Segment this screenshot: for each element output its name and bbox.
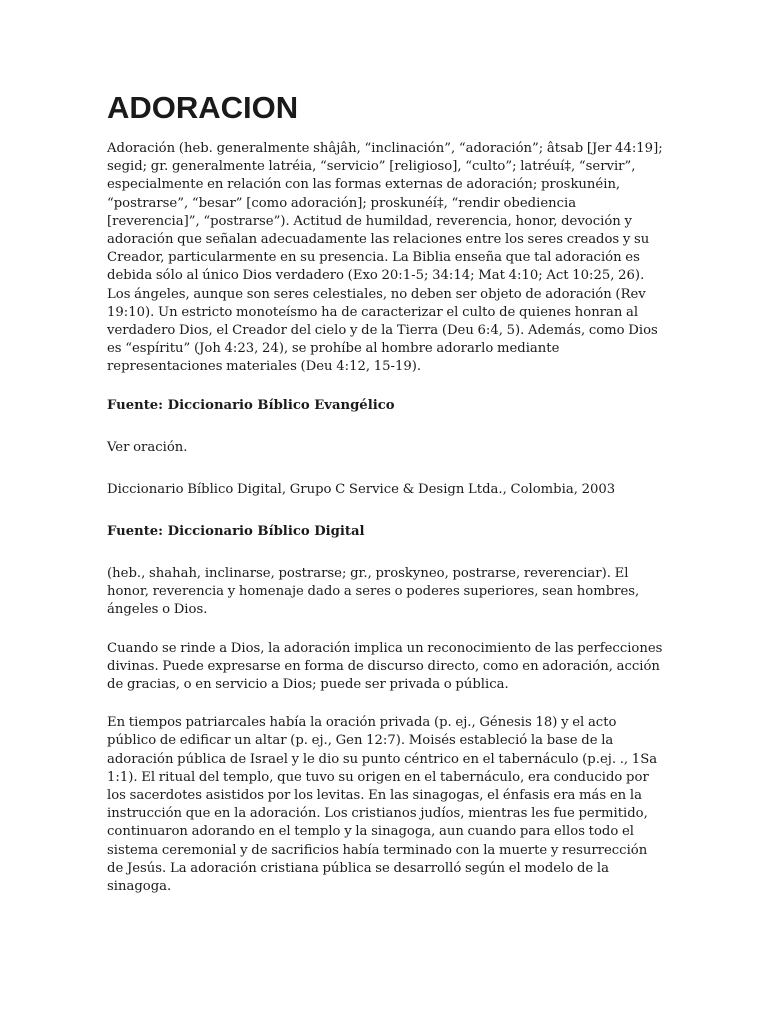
entry1-source: Fuente: Diccionario Bíblico Evangélico (107, 397, 395, 413)
entry3-paragraph-3: En tiempos patriarcales había la oración privada (p. ej., Génesis 18) y el acto público de edificar un altar (p. ej., Gen 12:7). Moisés estableció la base de la adoración pública de Israel y le dio su punto céntrico en el tabernáculo (p.ej. ., 1Sa 1:1). El ritual del templo, que tuvo su origen en el tabernáculo, era conducido por los sacerdotes asistidos por los levitas. En las sinagogas, el énfasis era más en la instrucción que en la adoración. Los cristianos judíos, mientras les fue permitido, continuaron adorando en el templo y la sinagoga, aun cuando para ellos todo el sistema ceremonial y de sacrificios había terminado con la muerte y resurrección de Jesús. La adoración cristiana pública se desarrolló según el modelo de la sinagoga. (107, 715, 658, 895)
entry3-paragraph-1: (heb., shahah, inclinarse, postrarse; gr., proskyneo, postrarse, reverenciar). El honor, reverencia y homenaje dado a seres o poderes superiores, sean hombres, ángeles o Dios. (107, 566, 640, 618)
entry2-see-also: Ver oración. (107, 439, 188, 455)
page-title: ADORACION (107, 90, 299, 125)
entry1-paragraph: Adoración (heb. generalmente shâjâh, “inclinación”, “adoración”; âtsab [Jer 44:19]; segid; gr. generalmente latréia, “servicio” [religioso], “culto”; latréuí‡, “servir”, especialmente en relación con las formas externas de adoración; proskunéin, “postrarse”, “besar” [como adoración]; proskunéí‡, “rendir obediencia [reverencia]”, “postrarse”). Actitud de humildad, reverencia, honor, devoción y adoración que señalan adecuadamente las relaciones entre los seres creados y su Creador, particularmente en su presencia. La Biblia enseña que tal adoración es debida sólo al único Dios verdadero (Exo 20:1-5; 34:14; Mat 4:10; Act 10:25, 26). Los ángeles, aunque son seres celestiales, no deben ser objeto de adoración (Rev 19:10). Un estricto monoteísmo ha de caracterizar el culto de quienes honran al verdadero Dios, el Creador del cielo y de la Tierra (Deu 6:4, 5). Además, como Dios es “espíritu” (Joh 4:23, 24), se prohíbe al hombre adorarlo mediante representaciones materiales (Deu 4:12, 15-19). (107, 141, 663, 375)
entry3-paragraph-2: Cuando se rinde a Dios, la adoración implica un reconocimiento de las perfecciones divinas. Puede expresarse en forma de discurso directo, como en adoración, acción de gracias, o en servicio a Dios; puede ser privada o pública. (107, 640, 663, 693)
entry2-citation: Diccionario Bíblico Digital, Grupo C Service & Design Ltda., Colombia, 2003 (107, 481, 616, 497)
entry2-source: Fuente: Diccionario Bíblico Digital (107, 524, 365, 540)
document-page (107, 90, 663, 896)
